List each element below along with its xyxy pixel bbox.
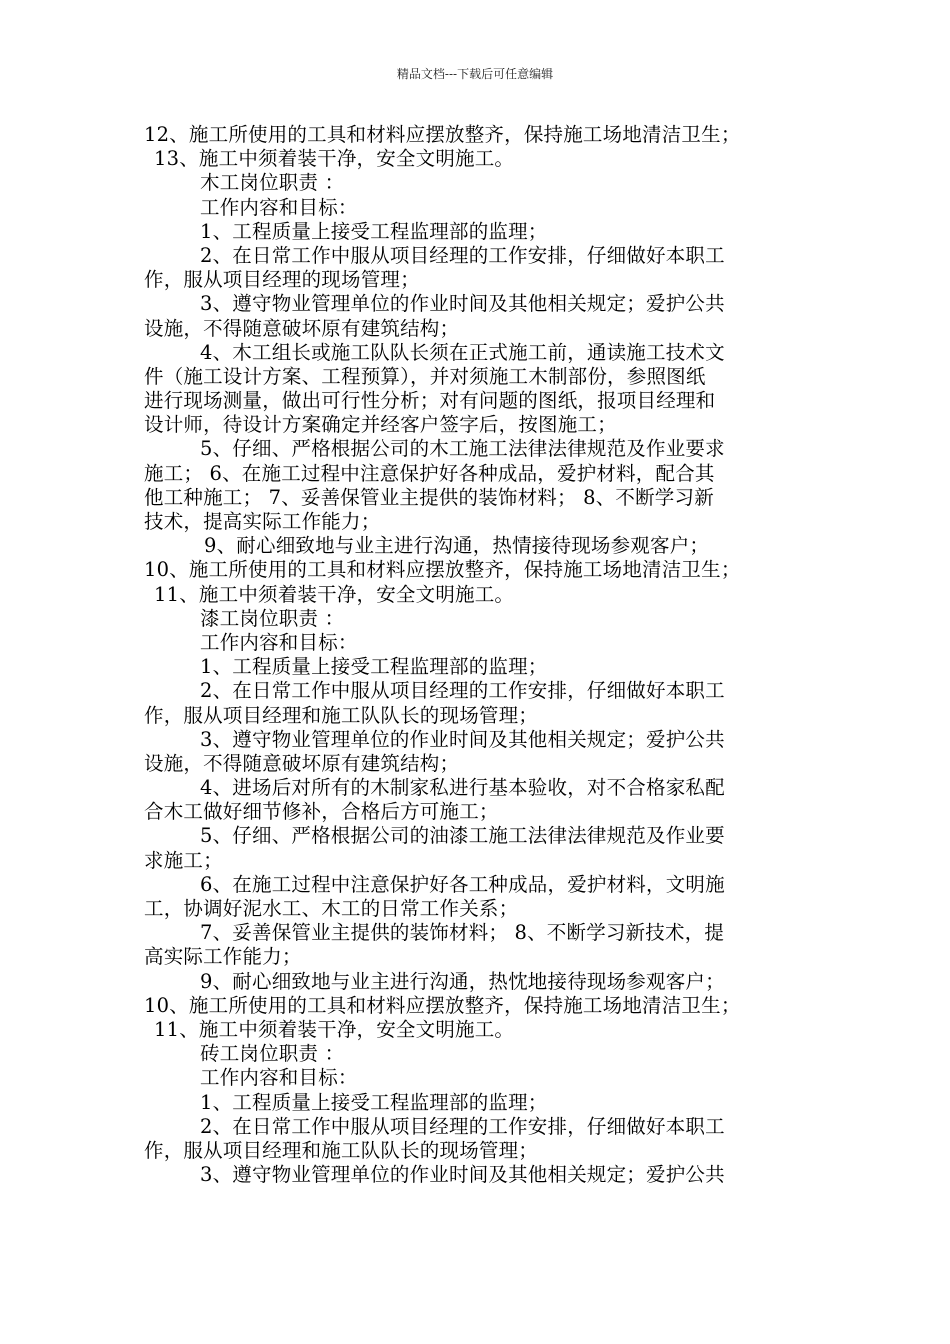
text-line: 13、施工中须着装干净，安全文明施工。 (154, 147, 515, 171)
text-line: 他工种施工； 7、妥善保管业主提供的装饰材料； 8、不断学习新 (144, 485, 714, 509)
text-line: 7、妥善保管业主提供的装饰材料； 8、不断学习新技术，提 (200, 921, 725, 945)
text-line: 高实际工作能力； (144, 945, 302, 969)
text-line: 作，服从项目经理的现场管理； (144, 268, 420, 292)
text-line: 9、耐心细致地与业主进行沟通，热情接待现场参观客户； (204, 534, 710, 558)
text-line: 工作内容和目标： (200, 1066, 358, 1090)
text-line: 合木工做好细节修补，合格后方可施工； (144, 800, 499, 824)
text-line: 设施，不得随意破坏原有建筑结构； (144, 751, 460, 775)
text-line: 4、进场后对所有的木制家私进行基本验收，对不合格家私配 (200, 776, 725, 800)
text-line: 5、仔细、严格根据公司的木工施工法律法律规范及作业要求 (200, 437, 725, 461)
text-line: 2、在日常工作中服从项目经理的工作安排，仔细做好本职工 (200, 1114, 725, 1138)
text-line: 5、仔细、严格根据公司的油漆工施工法律法律规范及作业要 (200, 824, 725, 848)
text-line: 设施，不得随意破坏原有建筑结构； (144, 316, 460, 340)
text-line: 求施工； (144, 848, 223, 872)
text-line: 漆工岗位职责 ： (200, 606, 345, 630)
text-line: 3、遵守物业管理单位的作业时间及其他相关规定；爱护公共 (200, 727, 725, 751)
text-line: 2、在日常工作中服从项目经理的工作安排，仔细做好本职工 (200, 679, 725, 703)
text-line: 1、工程质量上接受工程监理部的监理； (200, 655, 548, 679)
text-line: 工作内容和目标： (200, 630, 358, 654)
text-line: 6、在施工过程中注意保护好各工种成品，爱护材料，文明施 (200, 872, 725, 896)
text-line: 木工岗位职责 ： (200, 171, 345, 195)
document-body (144, 123, 824, 1187)
text-line: 进行现场测量，做出可行性分析；对有问题的图纸，报项目经理和 (144, 389, 716, 413)
text-line: 10、施工所使用的工具和材料应摆放整齐，保持施工场地清洁卫生； (144, 993, 741, 1017)
text-line: 砖工岗位职责 ： (200, 1042, 345, 1066)
text-line: 设计师，待设计方案确定并经客户签字后，按图施工； (144, 413, 617, 437)
text-line: 技术，提高实际工作能力； (144, 510, 381, 533)
text-line: 11、施工中须着装干净，安全文明施工。 (154, 1017, 515, 1041)
page-header: 精品文档---下载后可任意编辑 (396, 67, 554, 81)
text-line: 1、工程质量上接受工程监理部的监理； (200, 1090, 548, 1114)
text-line: 作，服从项目经理和施工队队长的现场管理； (144, 1138, 539, 1162)
text-line: 9、耐心细致地与业主进行沟通，热忱地接待现场参观客户； (200, 969, 725, 993)
text-line: 工作内容和目标： (200, 195, 358, 219)
text-line: 1、工程质量上接受工程监理部的监理； (200, 219, 548, 243)
text-line: 4、木工组长或施工队队长须在正式施工前，通读施工技术文 (200, 340, 725, 364)
text-line: 施工； 6、在施工过程中注意保护好各种成品，爱护材料，配合其 (144, 461, 715, 485)
text-line: 10、施工所使用的工具和材料应摆放整齐，保持施工场地清洁卫生； (144, 558, 741, 582)
text-line: 11、施工中须着装干净，安全文明施工。 (154, 582, 515, 606)
text-line: 3、遵守物业管理单位的作业时间及其他相关规定；爱护公共 (200, 1163, 725, 1187)
text-line: 工，协调好泥水工、木工的日常工作关系； (144, 897, 519, 920)
text-line: 12、施工所使用的工具和材料应摆放整齐，保持施工场地清洁卫生； (144, 123, 741, 146)
text-line: 件（施工设计方案、工程预算），并对须施工木制部份，参照图纸 (144, 364, 706, 388)
text-line: 2、在日常工作中服从项目经理的工作安排，仔细做好本职工 (200, 243, 725, 267)
text-line: 作，服从项目经理和施工队队长的现场管理； (144, 703, 539, 727)
text-line: 3、遵守物业管理单位的作业时间及其他相关规定；爱护公共 (200, 292, 725, 316)
